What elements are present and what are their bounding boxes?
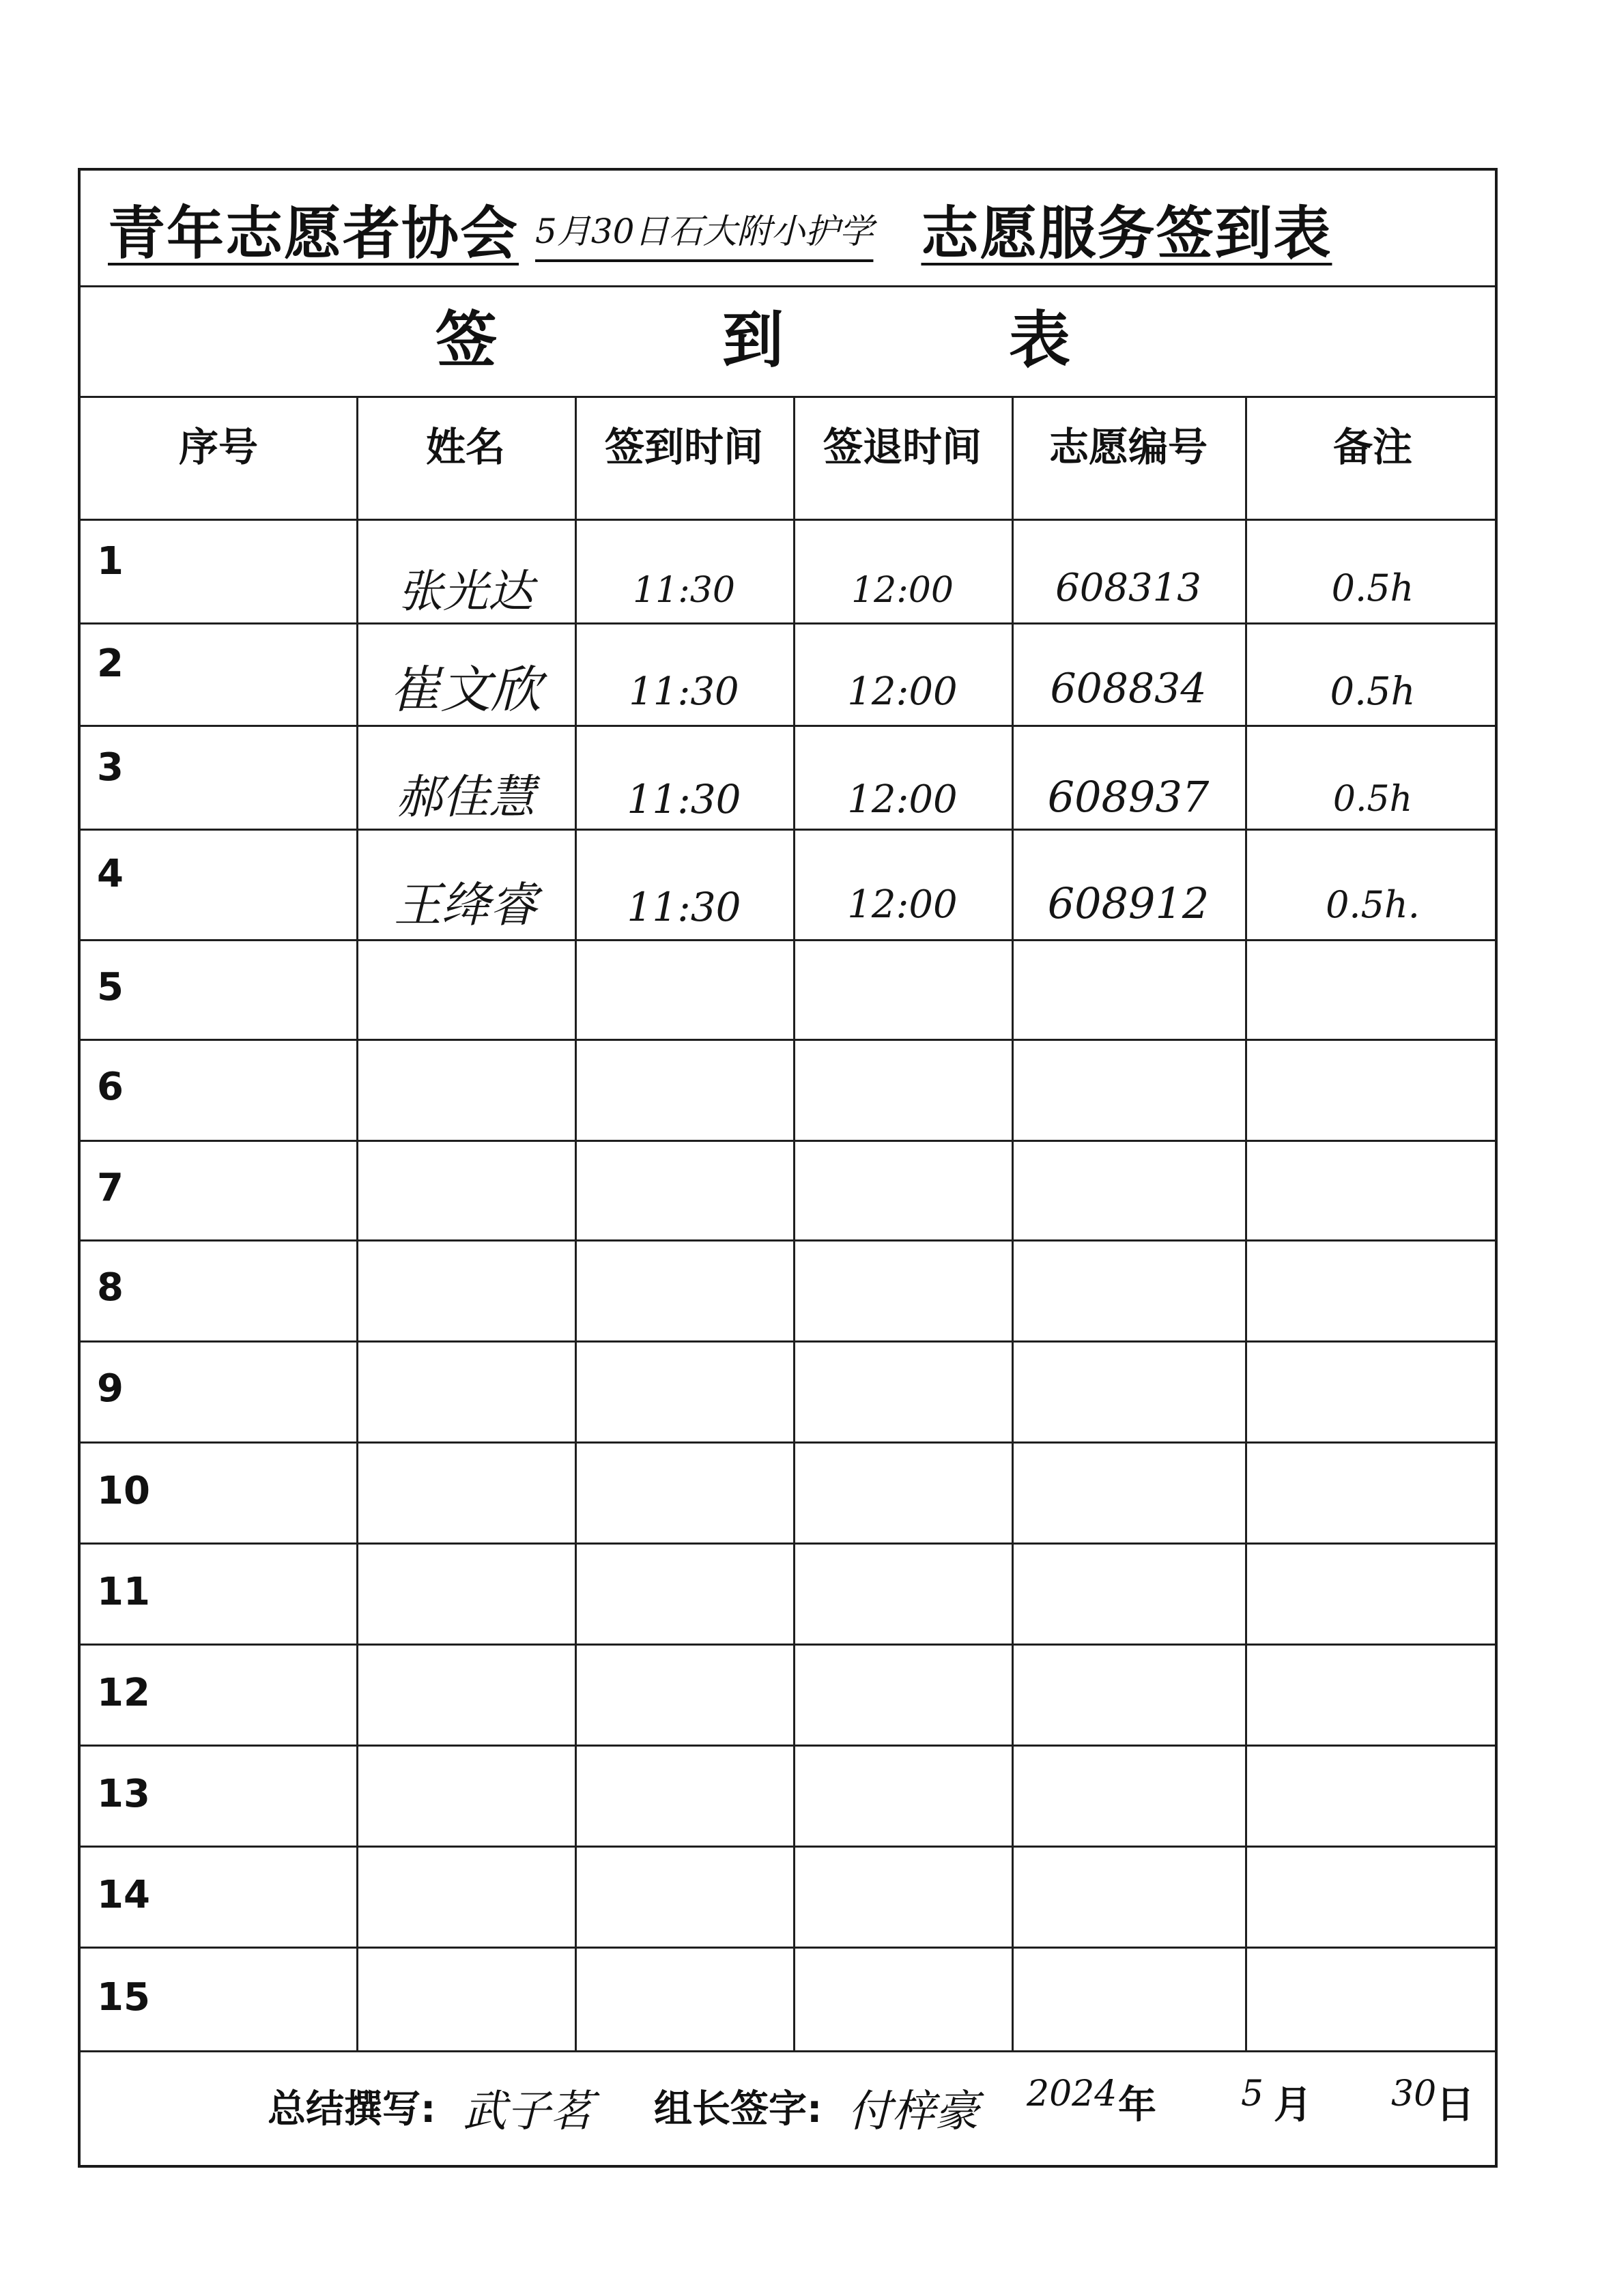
cell-notes: 0.5h xyxy=(1331,566,1414,609)
row-number: 7 xyxy=(97,1166,124,1210)
date-month-value: 5 xyxy=(1241,2073,1264,2114)
date-year-unit: 年 xyxy=(1118,2083,1156,2127)
summary-writer-signature: 武子茗 xyxy=(463,2086,594,2137)
footer-divider xyxy=(81,2050,1495,2052)
row-divider-11 xyxy=(81,1644,1495,1646)
title-suffix: 志愿服务签到表 xyxy=(921,199,1332,267)
row-number: 14 xyxy=(97,1873,150,1917)
column-header-volunteer-id: 志愿编号 xyxy=(1048,424,1208,470)
row-divider-10 xyxy=(81,1542,1495,1545)
date-day-unit: 日 xyxy=(1436,2083,1474,2127)
row-number: 11 xyxy=(97,1570,150,1614)
cell-sign-in-time: 11:30 xyxy=(627,884,741,930)
column-rule-3 xyxy=(793,396,795,2050)
row-number: 6 xyxy=(97,1065,124,1109)
subtitle-char-3: 表 xyxy=(1009,304,1070,376)
row-divider-4 xyxy=(81,939,1495,941)
row-divider-7 xyxy=(81,1239,1495,1242)
row-divider-13 xyxy=(81,1846,1495,1848)
sign-in-sheet xyxy=(78,168,1498,2168)
row-divider-2 xyxy=(81,725,1495,727)
row-number: 4 xyxy=(97,852,124,896)
cell-name: 张光达 xyxy=(398,564,533,618)
cell-sign-out-time: 12:00 xyxy=(847,669,958,714)
cell-name: 王绛睿 xyxy=(394,876,537,933)
cell-volunteer-id: 608912 xyxy=(1047,878,1210,928)
column-header-sign-out-time: 签退时间 xyxy=(823,424,982,470)
cell-sign-out-time: 12:00 xyxy=(847,882,958,927)
column-header-sign-in-time: 签到时间 xyxy=(604,424,763,470)
title-handwritten-event: 5月30日石大附小护学 xyxy=(535,212,874,251)
row-number: 1 xyxy=(97,539,124,584)
cell-name: 崔文欣 xyxy=(390,661,541,719)
row-number: 15 xyxy=(97,1975,150,2020)
column-rule-5 xyxy=(1245,396,1247,2050)
row-divider-12 xyxy=(81,1745,1495,1747)
cell-sign-in-time: 11:30 xyxy=(629,669,739,714)
column-rule-1 xyxy=(356,396,358,2050)
row-number: 9 xyxy=(97,1366,124,1411)
row-divider-8 xyxy=(81,1340,1495,1343)
column-rule-2 xyxy=(575,396,577,2050)
row-divider-14 xyxy=(81,1947,1495,1949)
subtitle-divider xyxy=(81,396,1495,398)
header-divider xyxy=(81,519,1495,521)
cell-sign-in-time: 11:30 xyxy=(627,776,741,822)
row-divider-1 xyxy=(81,622,1495,625)
row-divider-6 xyxy=(81,1140,1495,1142)
row-number: 3 xyxy=(97,745,124,790)
row-number: 12 xyxy=(97,1671,150,1715)
cell-sign-in-time: 11:30 xyxy=(633,570,735,611)
row-number: 10 xyxy=(97,1469,150,1513)
row-divider-5 xyxy=(81,1039,1495,1041)
cell-volunteer-id: 608313 xyxy=(1055,565,1201,610)
cell-sign-out-time: 12:00 xyxy=(847,777,958,822)
subtitle-char-1: 签 xyxy=(435,304,497,376)
row-divider-9 xyxy=(81,1441,1495,1444)
group-leader-signature: 付梓豪 xyxy=(848,2086,979,2137)
cell-volunteer-id: 608834 xyxy=(1050,665,1207,713)
cell-name: 郝佳慧 xyxy=(395,770,535,824)
column-rule-4 xyxy=(1012,396,1014,2050)
title-divider xyxy=(81,285,1495,287)
cell-notes: 0.5h xyxy=(1332,779,1413,820)
column-header-notes: 备注 xyxy=(1332,424,1412,470)
cell-volunteer-id: 608937 xyxy=(1047,771,1210,822)
title-organization: 青年志愿者协会 xyxy=(108,199,519,267)
sheet-title xyxy=(108,177,1332,280)
date-year-value: 2024 xyxy=(1027,2073,1117,2114)
cell-notes: 0.5h. xyxy=(1326,882,1420,926)
summary-writer-label: 总结撰写: xyxy=(268,2087,436,2132)
column-header-name: 姓名 xyxy=(425,424,505,470)
row-number: 2 xyxy=(97,642,124,686)
row-number: 13 xyxy=(97,1772,150,1816)
row-number: 5 xyxy=(97,965,124,1009)
subtitle-char-2: 到 xyxy=(722,304,784,376)
date-day-value: 30 xyxy=(1391,2073,1437,2114)
cell-sign-out-time: 12:00 xyxy=(851,570,954,611)
column-header-index: 序号 xyxy=(178,424,258,470)
cell-notes: 0.5h xyxy=(1330,669,1416,714)
date-month-unit: 月 xyxy=(1274,2083,1312,2127)
row-number: 8 xyxy=(97,1265,124,1310)
group-leader-label: 组长签字: xyxy=(654,2087,823,2132)
